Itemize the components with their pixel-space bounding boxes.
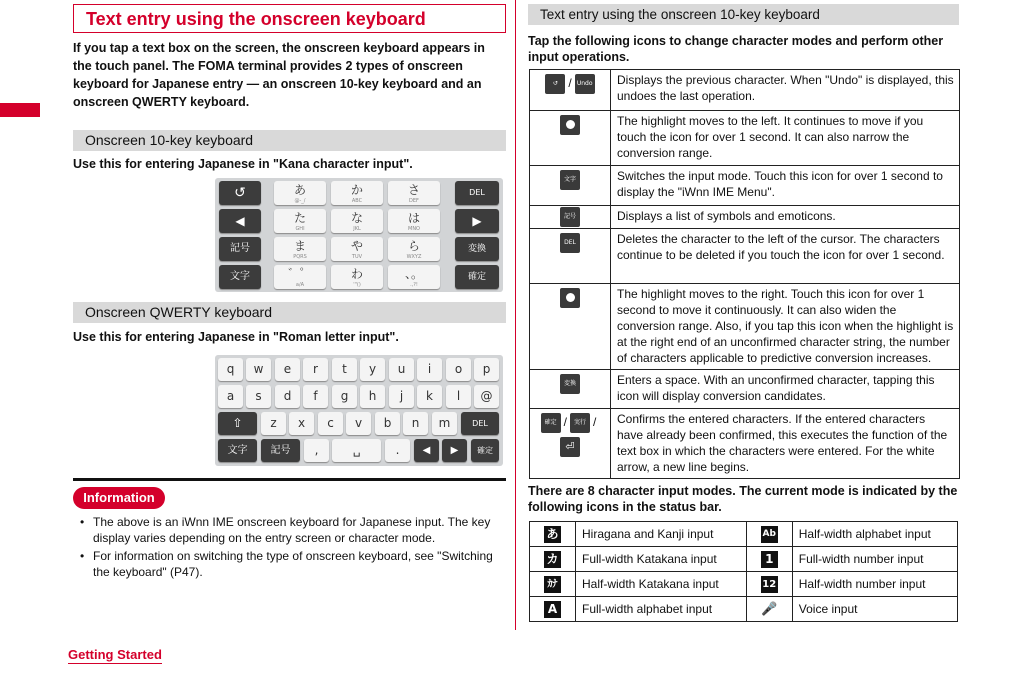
information-list — [76, 514, 506, 582]
letter-key[interactable]: m — [432, 412, 457, 435]
letter-key[interactable]: w — [246, 358, 271, 381]
tenkey-desc: Use this for entering Japanese in "Kana character input". — [73, 157, 413, 171]
qwerty-desc: Use this for entering Japanese in "Roman letter input". — [73, 330, 399, 344]
page-title: Text entry using the onscreen keyboard — [73, 4, 506, 33]
left-arrow-key[interactable]: ◀ — [219, 209, 261, 233]
modes-table — [529, 521, 958, 622]
kana-key[interactable]: わ '"() — [331, 265, 383, 289]
right-arrow-key[interactable]: ▶ — [455, 209, 499, 233]
left-arrow-key[interactable]: ◀ — [414, 439, 439, 462]
letter-key[interactable]: t — [332, 358, 357, 381]
letter-key[interactable]: v — [346, 412, 371, 435]
letter-key[interactable]: y — [360, 358, 385, 381]
letter-key[interactable]: k — [417, 385, 442, 408]
qwerty-heading: Onscreen QWERTY keyboard — [73, 302, 506, 323]
delete-icon: DEL — [560, 233, 580, 253]
table-row — [530, 111, 960, 166]
tenkey-heading: Onscreen 10-key keyboard — [73, 130, 506, 151]
enter-arrow-icon: ⏎ — [560, 437, 580, 457]
table-row — [530, 597, 958, 622]
execute-icon: 実行 — [570, 413, 590, 433]
mode-icon: 文字 — [560, 170, 580, 190]
right-arrow-key[interactable]: ▶ — [442, 439, 467, 462]
letter-key[interactable]: j — [389, 385, 414, 408]
table-cell: Full-width number input — [792, 547, 957, 572]
letter-key[interactable]: p — [474, 358, 499, 381]
table-cell: Displays a list of symbols and emoticons. — [611, 206, 960, 229]
table-row — [530, 522, 958, 547]
list-item: • For information on switching the type of onscreen keyboard, see "Switching the keyboard" (P47). — [76, 548, 506, 580]
table-row — [530, 370, 960, 409]
half-alphabet-mode-icon: Ab — [761, 526, 778, 543]
undo-icon: ↺ — [545, 74, 565, 94]
table-cell: Half-width number input — [792, 572, 957, 597]
comma-key[interactable]: , — [304, 439, 329, 462]
enter-key[interactable]: 確定 — [471, 439, 499, 462]
letter-key[interactable]: s — [246, 385, 271, 408]
shift-key[interactable]: ⇧ — [218, 412, 257, 435]
kana-key[interactable]: か ABC — [331, 181, 383, 205]
table-cell: The highlight moves to the right. Touch this icon for over 1 second to move it continuously. It can also widen the conversion range. Also, if you tap this icon when the highlight is at the right end of an unconfirmed character string, the number of characters applicable to predictive conversion increases. — [611, 284, 960, 370]
left-column — [73, 4, 506, 173]
mode-key[interactable]: 文字 — [218, 439, 257, 462]
letter-key[interactable]: f — [303, 385, 328, 408]
enter-key[interactable]: 確定 — [455, 265, 499, 289]
operations-table — [529, 69, 960, 479]
kana-key[interactable]: は MNO — [388, 209, 440, 233]
letter-key[interactable]: z — [261, 412, 286, 435]
chapter-tab — [0, 103, 40, 117]
letter-key[interactable]: c — [318, 412, 343, 435]
table-row — [530, 547, 958, 572]
kana-key[interactable]: な JKL — [331, 209, 383, 233]
space-icon: 変換 — [560, 374, 580, 394]
table-cell: Full-width alphabet input — [576, 597, 747, 622]
undo-label-icon: Undo — [575, 74, 595, 94]
table-row — [530, 572, 958, 597]
tenkey-keyboard — [215, 178, 503, 292]
list-item: • The above is an iWnn IME onscreen keyboard for Japanese input. The key display varies depending on the entry screen or character mode. — [76, 514, 506, 546]
letter-key[interactable]: a — [218, 385, 243, 408]
left-arrow-icon — [560, 115, 580, 135]
table-cell: The highlight moves to the left. It continues to move if you touch the icon for over 1 second. It can also narrow the conversion range. — [611, 111, 960, 166]
column-divider — [515, 0, 516, 630]
right-intro: Tap the following icons to change character modes and perform other input operations. — [528, 34, 944, 64]
letter-key[interactable]: h — [360, 385, 385, 408]
full-alphabet-mode-icon: A — [544, 601, 561, 618]
kana-key[interactable]: ゛゜ a/A — [274, 265, 326, 289]
kana-key[interactable]: 、。 .,?! — [388, 265, 440, 289]
letter-key[interactable]: u — [389, 358, 414, 381]
symbol-key[interactable]: 記号 — [219, 237, 261, 261]
right-arrow-icon — [560, 288, 580, 308]
letter-key[interactable]: r — [303, 358, 328, 381]
kana-key[interactable]: ま PQRS — [274, 237, 326, 261]
table-cell: Enters a space. With an unconfirmed character, tapping this icon will display conversion candidates. — [611, 370, 960, 409]
undo-key[interactable]: ↺ — [219, 181, 261, 205]
table-cell: Hiragana and Kanji input — [576, 522, 747, 547]
kana-key[interactable]: や TUV — [331, 237, 383, 261]
table-cell: Half-width alphabet input — [792, 522, 957, 547]
table-row — [530, 229, 960, 284]
table-row — [530, 166, 960, 206]
letter-key[interactable]: o — [446, 358, 471, 381]
table-row: 確定 / 実行 / ⏎ Confirms the entered characters. If the entered characters have already been confirmed, this executes the function of the text box in which the characters were entered. For the white arrow, a new line begins. — [530, 409, 960, 479]
info-rule — [73, 478, 506, 481]
letter-key[interactable]: g — [332, 385, 357, 408]
table-cell: Voice input — [792, 597, 957, 622]
table-cell: Full-width Katakana input — [576, 547, 747, 572]
letter-key[interactable]: l — [446, 385, 471, 408]
mode-key[interactable]: 文字 — [219, 265, 261, 289]
half-number-mode-icon: 12 — [761, 576, 778, 593]
kana-key[interactable]: ら WXYZ — [388, 237, 440, 261]
letter-key[interactable]: x — [289, 412, 314, 435]
confirm-icon: 確定 — [541, 413, 561, 433]
table-row: ↺ / Undo Displays the previous character. When "Undo" is displayed, this undoes the last operation. — [530, 70, 960, 111]
delete-key[interactable]: DEL — [455, 181, 499, 205]
letter-key[interactable]: i — [417, 358, 442, 381]
table-cell: Switches the input mode. Touch this icon for over 1 second to display the "iWnn IME Menu". — [611, 166, 960, 206]
qwerty-keyboard — [215, 355, 503, 466]
footer-section-link[interactable]: Getting Started — [68, 647, 162, 662]
table-row — [530, 206, 960, 229]
table-row — [530, 284, 960, 370]
letter-key[interactable]: b — [375, 412, 400, 435]
letter-key[interactable]: n — [403, 412, 428, 435]
intro-text: If you tap a text box on the screen, the onscreen keyboard appears in the touch panel. The FOMA terminal provides 2 types of onscreen keyboard for Japanese entry — an onscreen 10-key keyboard and an onscreen QWERTY keyboard. — [73, 41, 485, 109]
letter-key[interactable]: e — [275, 358, 300, 381]
kana-key[interactable]: あ @-_/ — [274, 181, 326, 205]
right-column — [528, 4, 959, 65]
delete-key[interactable]: DEL — [461, 412, 499, 435]
information-badge: Information — [73, 487, 165, 509]
letter-key[interactable]: d — [275, 385, 300, 408]
table-cell: Half-width Katakana input — [576, 572, 747, 597]
hiragana-mode-icon: あ — [544, 526, 561, 543]
kana-key[interactable]: さ DEF — [388, 181, 440, 205]
microphone-icon: 🎤 — [761, 601, 778, 617]
table-cell: Deletes the character to the left of the cursor. The characters continue to be deleted if you touch the icon for over 1 second. — [611, 229, 960, 284]
kana-key[interactable]: た GHI — [274, 209, 326, 233]
full-number-mode-icon: 1 — [761, 551, 778, 568]
space-key[interactable]: ␣ — [332, 439, 381, 462]
table-cell: Displays the previous character. When "Undo" is displayed, this undoes the last operation. — [611, 70, 960, 111]
full-katakana-mode-icon: カ — [544, 551, 561, 568]
modes-intro: There are 8 character input modes. The current mode is indicated by the following icons in the status bar. — [528, 484, 958, 514]
right-heading: Text entry using the onscreen 10-key keyboard — [528, 4, 959, 25]
symbol-icon: 記号 — [560, 207, 580, 227]
space-key[interactable]: 変換 — [455, 237, 499, 261]
half-katakana-mode-icon: ｶﾅ — [544, 576, 561, 593]
period-key[interactable]: . — [385, 439, 410, 462]
at-key[interactable]: @ — [474, 385, 499, 408]
table-cell: Confirms the entered characters. If the entered characters have already been confirmed, this executes the function of the text box in which the characters were entered. For the white arrow, a new line begins. — [611, 409, 960, 479]
letter-key[interactable]: q — [218, 358, 243, 381]
symbol-key[interactable]: 記号 — [261, 439, 300, 462]
